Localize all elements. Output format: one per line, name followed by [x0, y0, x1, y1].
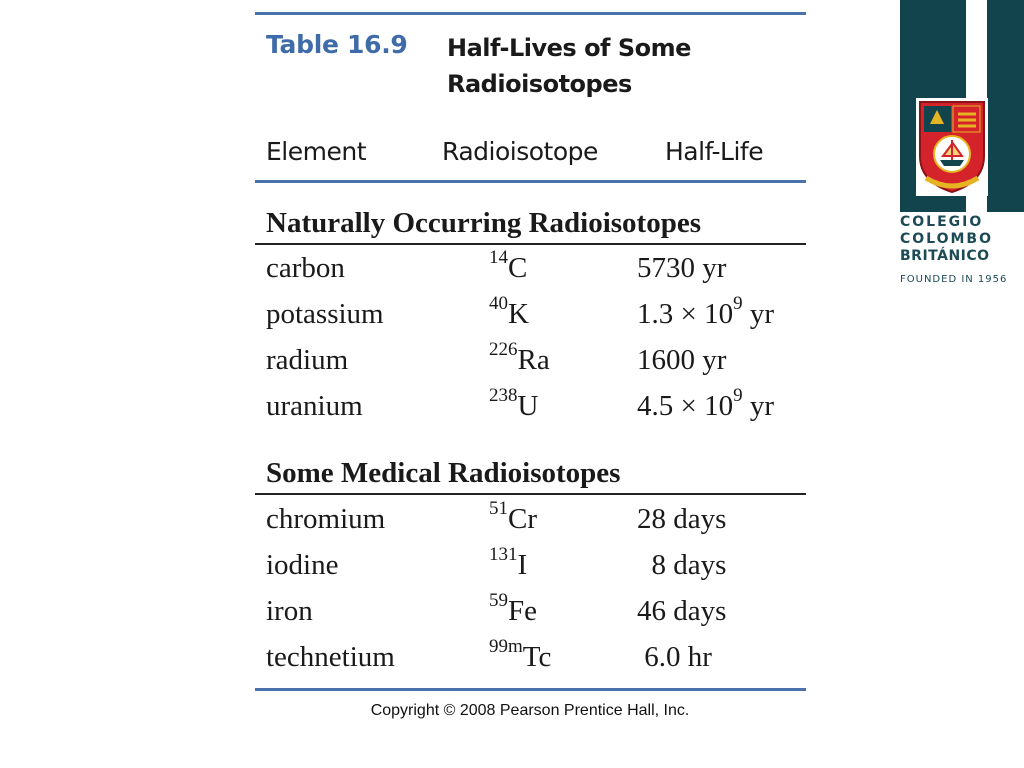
copyright-notice: Copyright © 2008 Pearson Prentice Hall, Inc.: [370, 702, 690, 719]
isotope-cell: $^{59}$Fe: [489, 590, 537, 627]
half-life-cell: 5730 yr: [637, 252, 727, 284]
section-rule-natural: [255, 243, 806, 245]
section-rule-medical: [255, 493, 806, 495]
table-title-line1: Half-Lives of Some: [447, 34, 691, 62]
half-life-cell: 6.0 hr: [637, 641, 712, 673]
half-life-cell: 28 days: [637, 503, 727, 535]
isotope-cell: $^{14}$C: [489, 247, 528, 284]
half-life-cell: 8 days: [637, 549, 727, 581]
isotope-cell: $^{40}$K: [489, 293, 529, 330]
column-header-radioisotope: Radioisotope: [442, 137, 598, 166]
logo-bar-right: [987, 0, 1024, 212]
half-life-cell: 46 days: [637, 595, 727, 627]
half-life-cell: $1.3 \times 10^9$ yr: [637, 293, 775, 330]
isotope-cell: $^{238}$U: [489, 385, 539, 422]
element-cell: technetium: [266, 641, 395, 673]
school-name-line3: BRITÁNICO: [900, 248, 990, 264]
table-bottom-rule: [255, 688, 806, 691]
crest-icon: [916, 98, 988, 196]
table-title-line2: Radioisotopes: [447, 70, 632, 98]
element-cell: iodine: [266, 549, 339, 581]
element-cell: uranium: [266, 390, 363, 422]
isotope-cell: $^{99m}$Tc: [489, 636, 552, 673]
isotope-cell: $^{51}$Cr: [489, 498, 537, 535]
element-cell: carbon: [266, 252, 345, 284]
element-cell: chromium: [266, 503, 386, 535]
half-life-cell: $4.5 \times 10^9$ yr: [637, 385, 775, 422]
table-title: [447, 30, 691, 102]
founded-text: FOUNDED IN 1956: [900, 274, 1008, 285]
school-name-line1: COLEGIO: [900, 214, 984, 230]
half-life-cell: 1600 yr: [637, 344, 727, 376]
element-cell: radium: [266, 344, 349, 376]
table-number: Table 16.9: [266, 30, 408, 59]
element-cell: iron: [266, 595, 313, 627]
column-header-element: Element: [266, 137, 367, 166]
isotope-cell: $^{226}$Ra: [489, 339, 550, 376]
school-name-line2: COLOMBO: [900, 231, 994, 247]
section-title-natural: Naturally Occurring Radioisotopes: [266, 207, 701, 239]
column-header-half-life: Half-Life: [665, 137, 764, 166]
isotope-cell: $^{131}$I: [489, 544, 528, 581]
element-cell: potassium: [266, 298, 384, 330]
header-bottom-rule: [255, 180, 806, 183]
section-title-medical: Some Medical Radioisotopes: [266, 457, 621, 489]
table-top-rule: [255, 12, 806, 15]
